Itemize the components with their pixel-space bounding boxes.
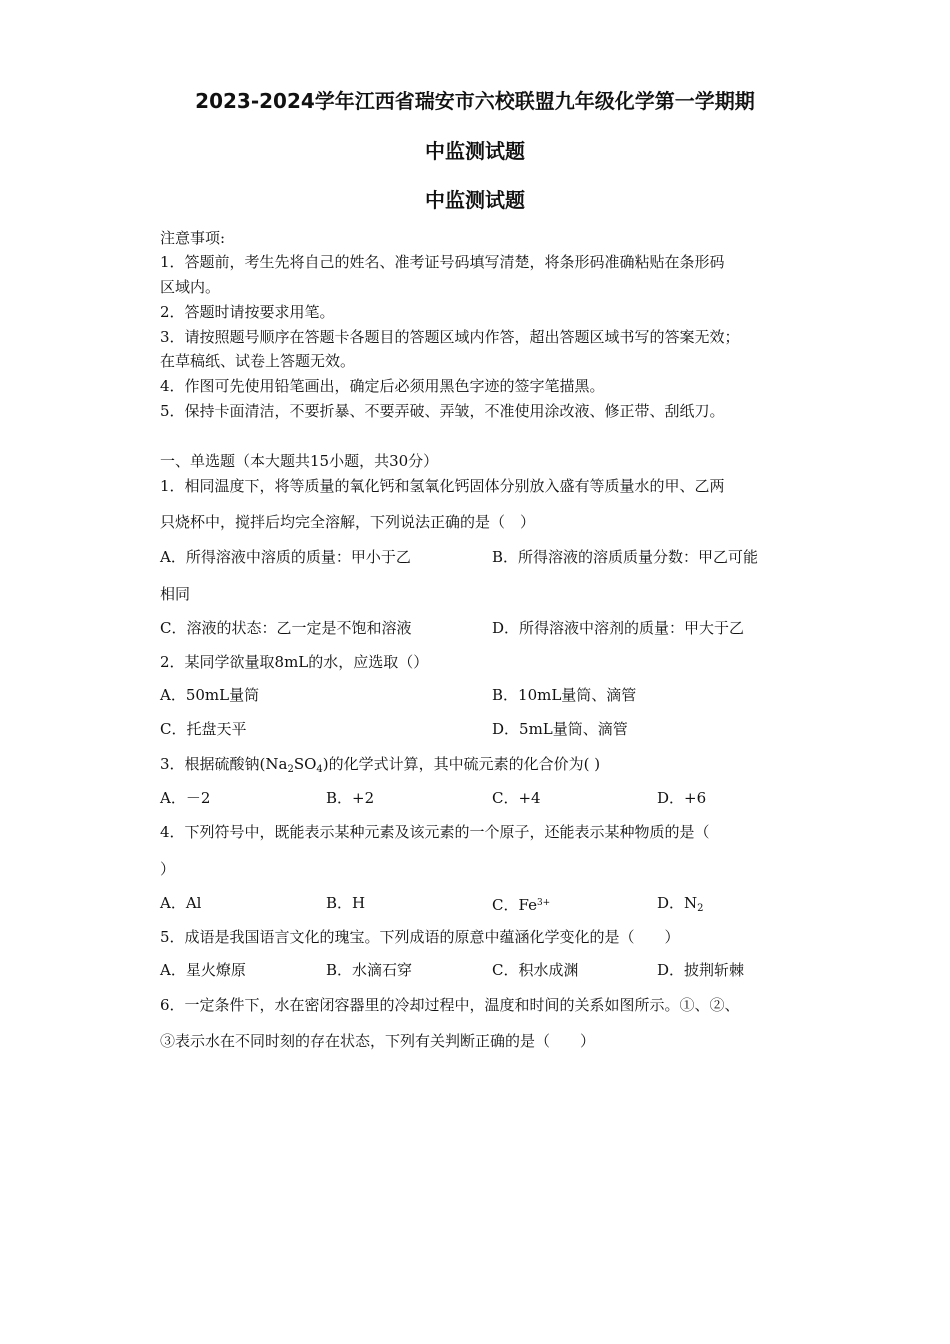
q3-stem-post: )的化学式计算，其中硫元素的化合价为( ) xyxy=(322,755,601,773)
q5-stem: 5．成语是我国语言文化的瑰宝。下列成语的原意中蕴涵化学变化的是（ ） xyxy=(160,928,680,946)
q4-option-d-text: D．N xyxy=(657,894,698,912)
exam-title-line-1: 2023-2024学年江西省瑞安市六校联盟九年级化学第一学期期 xyxy=(195,89,755,113)
q5-option-c: C．积水成渊 xyxy=(492,961,579,979)
q1-option-c: C．溶液的状态：乙一定是不饱和溶液 xyxy=(160,619,412,637)
q6-stem-a: 6．一定条件下，水在密闭容器里的冷却过程中，温度和时间的关系如图所示。①、②、 xyxy=(160,996,740,1014)
q3-stem-pre: 3．根据硫酸钠(Na xyxy=(160,755,288,773)
note-3b: 在草稿纸、试卷上答题无效。 xyxy=(160,352,356,370)
q4-option-a: A．Al xyxy=(160,894,202,912)
q6-stem-b: ③表示水在不同时刻的存在状态，下列有关判断正确的是（ ） xyxy=(160,1032,596,1050)
note-1a: 1．答题前，考生先将自己的姓名、准考证号码填写清楚，将条形码准确粘贴在条形码 xyxy=(160,253,725,271)
q2-option-b: B．10mL量筒、滴管 xyxy=(492,686,637,704)
q2-stem: 2．某同学欲量取8mL的水，应选取（） xyxy=(160,653,429,671)
q3-option-b: B．+2 xyxy=(326,789,375,807)
exam-title-line-2: 中监测试题 xyxy=(425,139,525,163)
q4-stem-a: 4．下列符号中，既能表示某种元素及该元素的一个原子，还能表示某种物质的是（ xyxy=(160,823,710,841)
q1-option-b-cont: 相同 xyxy=(160,585,191,603)
note-1b: 区域内。 xyxy=(160,278,221,296)
q5-option-b: B．水滴石穿 xyxy=(326,961,413,979)
q5-option-d: D．披荆斩棘 xyxy=(657,961,745,979)
notes-heading: 注意事项: xyxy=(160,229,226,247)
q3-option-d: D．+6 xyxy=(657,789,707,807)
q1-option-b: B．所得溶液的溶质质量分数：甲乙可能 xyxy=(492,548,759,566)
q1-stem-b: 只烧杯中，搅拌后均完全溶解，下列说法正确的是（ ） xyxy=(160,513,536,531)
q1-stem-a: 1．相同温度下，将等质量的氧化钙和氢氧化钙固体分别放入盛有等质量水的甲、乙两 xyxy=(160,477,725,495)
q4-option-b: B．H xyxy=(326,894,366,912)
q3-stem xyxy=(160,754,600,780)
q2-option-a: A．50mL量筒 xyxy=(160,686,260,704)
q2-option-d: D．5mL量筒、滴管 xyxy=(492,720,628,738)
q4-stem-b: ） xyxy=(160,860,176,878)
q1-option-d: D．所得溶液中溶剂的质量：甲大于乙 xyxy=(492,619,745,637)
q3-stem-mid: SO xyxy=(293,755,317,773)
q4-option-d xyxy=(657,893,704,919)
q4-option-c xyxy=(492,893,550,915)
note-5: 5．保持卡面清洁，不要折暴、不要弄破、弄皱，不准使用涂改液、修正带、刮纸刀。 xyxy=(160,402,725,420)
q5-option-a: A．星火燎原 xyxy=(160,961,246,979)
q3-option-c: C．+4 xyxy=(492,789,541,807)
q4-option-c-charge: 3+ xyxy=(536,898,551,908)
q3-sub-1: 2 xyxy=(287,764,294,775)
note-2: 2．答题时请按要求用笔。 xyxy=(160,303,335,321)
q2-option-c: C．托盘天平 xyxy=(160,720,247,738)
q3-option-a: A．－2 xyxy=(160,789,211,807)
note-3a: 3．请按照题号顺序在答题卡各题目的答题区域内作答，超出答题区域书写的答案无效； xyxy=(160,328,740,346)
q4-option-d-subscript: 2 xyxy=(697,903,704,914)
q3-sub-2: 4 xyxy=(316,764,323,775)
section-heading: 一、单选题（本大题共15小题，共30分） xyxy=(160,452,439,470)
note-4: 4．作图可先使用铅笔画出，确定后必须用黑色字迹的签字笔描黑。 xyxy=(160,377,605,395)
q1-option-a: A．所得溶液中溶质的质量：甲小于乙 xyxy=(160,548,411,566)
q4-option-c-text: C．Fe xyxy=(492,896,537,914)
exam-title-line-3: 中监测试题 xyxy=(425,188,525,212)
